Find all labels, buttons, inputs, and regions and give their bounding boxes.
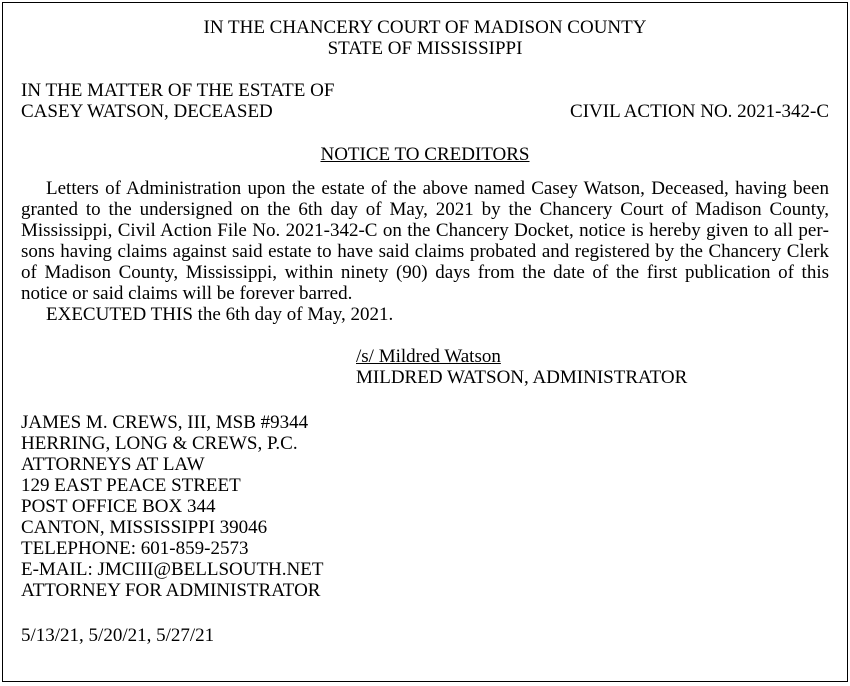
court-state: STATE OF MISSISSIPPI — [327, 38, 523, 59]
attorney-line: 129 EAST PEACE STREET — [21, 475, 241, 496]
signature-block — [356, 346, 829, 388]
attorney-email: E-MAIL: JMCIII@BELLSOUTH.NET — [21, 559, 324, 580]
legal-notice — [2, 2, 848, 682]
publication-dates: 5/13/21, 5/20/21, 5/27/21 — [21, 625, 215, 646]
administrator-name: MILDRED WATSON, ADMINISTRATOR — [356, 367, 688, 388]
attorney-line: JAMES M. CREWS, III, MSB #9344 — [21, 412, 309, 433]
civil-action-number: CIVIL ACTION NO. 2021-342-C — [570, 101, 829, 122]
signature-line: /s/ Mildred Watson — [356, 346, 501, 367]
matter-line-1: IN THE MATTER OF THE ESTATE OF — [21, 80, 335, 101]
matter-line-2: CASEY WATSON, DECEASED — [21, 101, 273, 122]
attorney-line: ATTORNEY FOR ADMINISTRATOR — [21, 580, 321, 601]
attorney-block — [21, 412, 829, 601]
executed-line: EXECUTED THIS the 6th day of May, 2021. — [46, 304, 394, 325]
court-heading — [21, 17, 829, 59]
attorney-line: ATTORNEYS AT LAW — [21, 454, 205, 475]
case-caption — [21, 80, 829, 122]
attorney-line: TELEPHONE: 601-859-2573 — [21, 538, 249, 559]
notice-paragraph: Letters of Administration upon the estate of the above named Casey Watson, Deceased, having been granted to the undersigned on the 6th day of May, 2021 by the Chancery Court of Madison County, Mississippi, Civil Action File No. 2021-342-C on the Chancery Docket, notice is hereby given to all persons having claims against said estate to have said claims probated and registered by the Chancery Clerk of Madison County, Mississippi, within ninety (90) days from the date of the first publication of this notice or said claims will be forever barred. — [21, 178, 829, 304]
court-name: IN THE CHANCERY COURT OF MADISON COUNTY — [203, 17, 647, 38]
notice-body — [21, 178, 829, 325]
attorney-line: HERRING, LONG & CREWS, P.C. — [21, 433, 298, 454]
attorney-line: POST OFFICE BOX 344 — [21, 496, 216, 517]
notice-title: NOTICE TO CREDITORS — [320, 144, 530, 165]
attorney-line: CANTON, MISSISSIPPI 39046 — [21, 517, 268, 538]
